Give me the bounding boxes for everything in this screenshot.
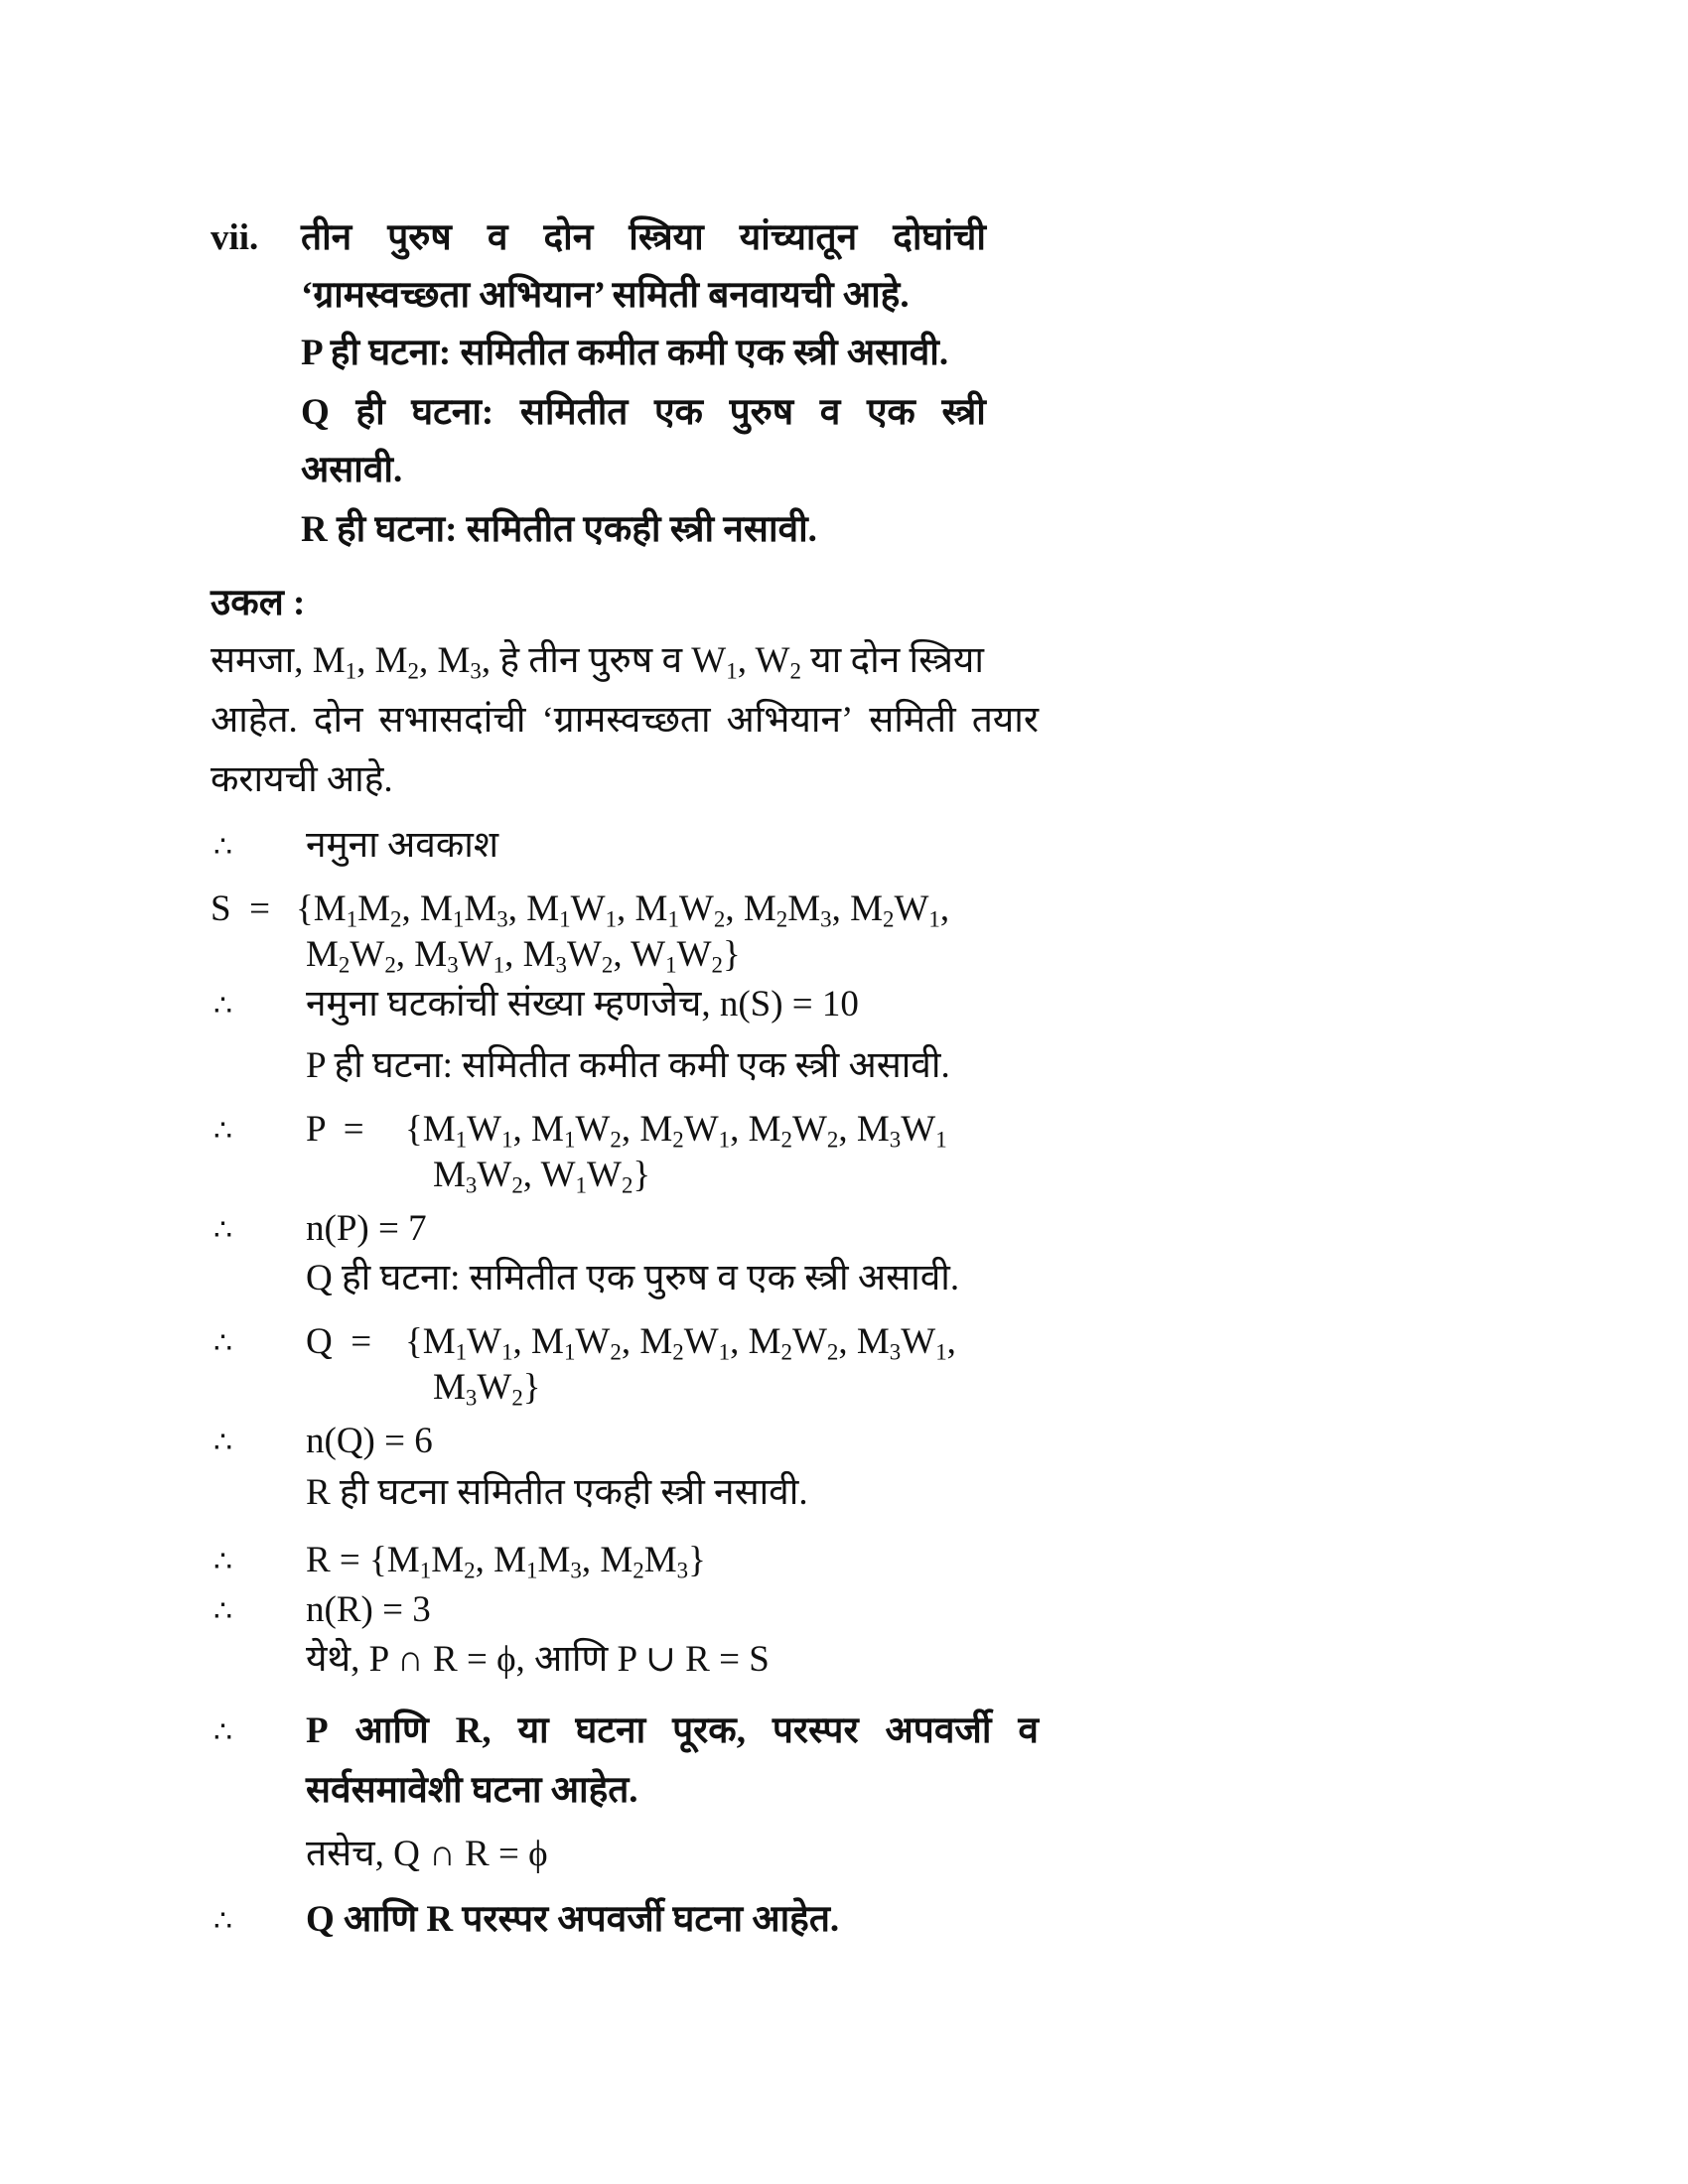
word: दोन: [313, 700, 363, 741]
conclusion-1: [306, 1709, 1039, 1753]
therefore-symbol: ∴: [213, 1214, 233, 1247]
word: परस्पर: [772, 1710, 859, 1751]
set-r: [306, 1539, 706, 1582]
nq-statement: n(Q) = 6: [306, 1421, 433, 1461]
question-line-2: ‘ग्रामस्वच्छता अभियान’ समिती बनवायची आहे.: [301, 275, 910, 316]
word: अपवर्जी: [885, 1710, 992, 1751]
word: तयार: [971, 700, 1039, 741]
question-line-1: [301, 216, 986, 260]
word: ‘ग्रामस्वच्छता: [541, 700, 711, 741]
word: समिती: [869, 700, 956, 741]
word: स्त्रिया: [629, 217, 704, 258]
word: समितीत: [519, 392, 629, 433]
here-statement: येथे, P ∩ R = ϕ, आणि P ∪ R = S: [306, 1639, 770, 1680]
therefore-symbol: ∴: [213, 1546, 233, 1578]
np-statement: n(P) = 7: [306, 1208, 427, 1249]
nr-statement: n(R) = 3: [306, 1589, 431, 1630]
therefore-symbol: ∴: [213, 1427, 233, 1459]
solution-intro-line-2: [211, 699, 1039, 743]
therefore-symbol: ∴: [213, 1716, 233, 1749]
conclusion-2: Q आणि R परस्पर अपवर्जी घटना आहेत.: [306, 1899, 840, 1940]
sample-space-label: नमुना अवकाश: [306, 825, 499, 866]
conclusion-1-cont: सर्वसमावेशी घटना आहेत.: [306, 1770, 638, 1811]
word: व: [819, 392, 841, 433]
also-statement: तसेच, Q ∩ R = ϕ: [306, 1834, 548, 1874]
event-q-definition-cont: असावी.: [301, 450, 403, 490]
event-r-description: R ही घटना समितीत एकही स्त्री नसावी.: [306, 1472, 808, 1513]
therefore-symbol: ∴: [213, 990, 233, 1023]
word: व: [487, 217, 508, 258]
event-q-definition: [301, 391, 986, 435]
word: पूरक,: [672, 1710, 746, 1751]
word: दोघांची: [893, 217, 986, 258]
word: आहेत.: [211, 700, 298, 741]
therefore-symbol: ∴: [213, 1115, 233, 1148]
word: सभासदांची: [378, 700, 526, 741]
word: अभियान’: [726, 700, 854, 741]
word: तीन: [301, 217, 352, 258]
set-q-label: Q =: [306, 1321, 372, 1362]
set-p-line-2: $M_3W_2$, $W_1W_2$}: [433, 1155, 651, 1198]
word: दोन: [543, 217, 594, 258]
event-p-definition: P ही घटना: समितीत कमीत कमी एक स्त्री असावी.: [301, 333, 949, 373]
therefore-symbol: ∴: [213, 1327, 233, 1360]
set-p-label: P =: [306, 1109, 364, 1150]
word: यांच्यातून: [739, 217, 858, 258]
word: व: [1018, 1710, 1039, 1751]
solution-intro-line-3: करायची आहे.: [211, 759, 393, 800]
set-s-label: S =: [211, 888, 270, 929]
set-q-line-2: $M_3W_2$}: [433, 1367, 541, 1411]
word: R,: [455, 1710, 492, 1751]
solution-intro-line-1: समजा, $M_1$, $M_2$, $M_3$, हे तीन पुरुष व $W_1$, $W_2$ या दोन स्त्रिया: [211, 640, 984, 684]
event-r-definition: R ही घटना: समितीत एकही स्त्री नसावी.: [301, 509, 817, 550]
therefore-symbol: ∴: [213, 1905, 233, 1938]
question-number: vii.: [211, 217, 259, 258]
set-p-line-1: {$M_1W_1$, $M_1W_2$, $M_2W_1$, $M_2W_2$, $M_3W_1$: [405, 1109, 947, 1153]
event-p-description: P ही घटना: समितीत कमीत कमी एक स्त्री असावी.: [306, 1045, 950, 1086]
therefore-symbol: ∴: [213, 1595, 233, 1628]
word: स्त्री: [941, 392, 986, 433]
intro-prefix: समजा,: [211, 640, 304, 681]
word: घटना:: [411, 392, 494, 433]
word: आणि: [354, 1710, 429, 1751]
set-s-line-2: $M_2W_2$, $M_3W_1$, $M_3W_2$, $W_1W_2$}: [306, 934, 741, 978]
word: ही: [355, 392, 385, 433]
word: P: [306, 1710, 329, 1751]
word: पुरुष: [387, 217, 452, 258]
set-q-line-1: {$M_1W_1$, $M_1W_2$, $M_2W_1$, $M_2W_2$, $M_3W_1$,: [405, 1321, 956, 1365]
word: या: [517, 1710, 549, 1751]
intro-mid: हे तीन पुरुष व: [499, 640, 683, 681]
word: एक: [866, 392, 915, 433]
set-s-line-1: {$M_1M_2$, $M_1M_3$, $M_1W_1$, $M_1W_2$, $M_2M_3$, $M_2W_1$,: [296, 888, 950, 932]
ns-statement: नमुना घटकांची संख्या म्हणजेच, n(S) = 10: [306, 984, 859, 1024]
set-r-label: R =: [306, 1540, 360, 1580]
solution-heading: उकल :: [211, 583, 306, 623]
set-r-elements: {$M_1M_2$, $M_1M_3$, $M_2M_3$}: [369, 1540, 706, 1583]
intro-suffix: या दोन स्त्रिया: [810, 640, 984, 681]
word: पुरुष: [729, 392, 794, 433]
word: एक: [654, 392, 703, 433]
event-q-description: Q ही घटना: समितीत एक पुरुष व एक स्त्री असावी.: [306, 1258, 960, 1298]
word: Q: [301, 392, 330, 433]
word: घटना: [575, 1710, 646, 1751]
therefore-symbol: ∴: [213, 831, 233, 864]
